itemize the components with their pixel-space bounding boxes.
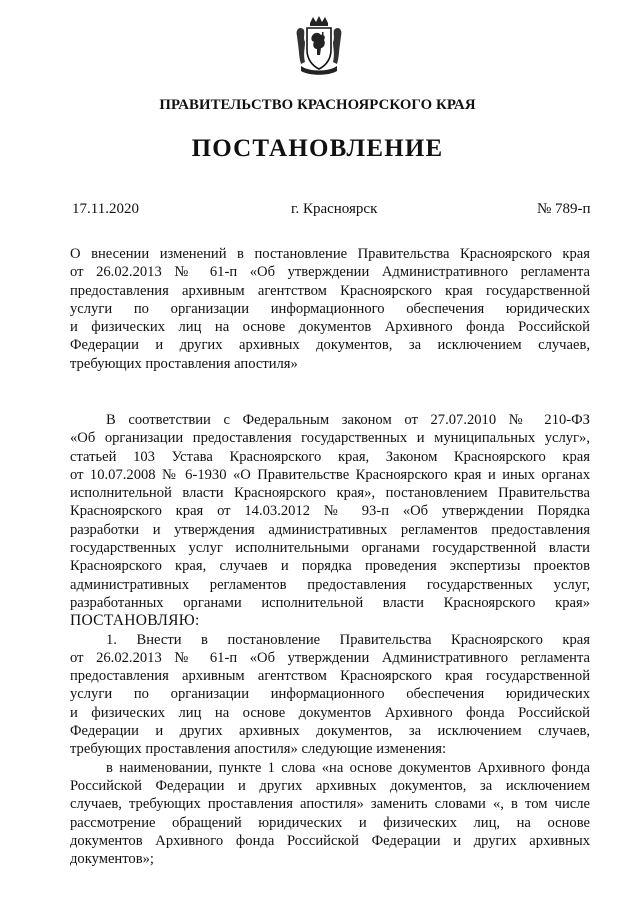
subject-line: от 26.02.2013 № 61-п «Об утверждении Административного регламента: [70, 264, 590, 281]
body-line: административных регламентов предоставления государственных услуг,: [70, 576, 590, 593]
body-line: документов Архивного фонда Российской Федерации и других архивных: [70, 832, 590, 849]
coat-of-arms-icon: [293, 14, 345, 78]
body-line: от 10.07.2008 № 6-1930 «О Правительстве Красноярского края и иных органах: [70, 466, 590, 483]
body-line: рассмотрение обращений юридических и физических лиц, на основе: [70, 814, 590, 831]
subject-line: и физических лиц на основе документов Архивного фонда Российской: [70, 319, 590, 336]
body-line: государственных услуг исполнительными органами государственной власти: [70, 540, 590, 557]
subject-line: предоставления архивным агентством Красноярского края государственной: [70, 282, 590, 299]
body-line: статьей 103 Устава Красноярского края, Законом Красноярского края: [70, 448, 590, 465]
body-line: случаев, требующих проставления апостиля» заменить словами «, в том числе: [70, 796, 590, 813]
body-line: от 26.02.2013 № 61-п «Об утверждении Административного регламента: [70, 649, 590, 666]
body-line: в наименовании, пункте 1 слова «на основе документов Архивного фонда: [106, 759, 590, 776]
body-line: услуги по организации информационного обеспечения юридических: [70, 686, 590, 703]
document-type-title: ПОСТАНОВЛЕНИЕ: [191, 135, 444, 162]
document-date: 17.11.2020: [72, 201, 139, 217]
body-line: Красноярского края от 14.03.2012 № 93-п «Об утверждении Порядка: [70, 503, 590, 520]
body-line: разработанных органами исполнительной власти Красноярского края»: [70, 594, 590, 611]
government-title: ПРАВИТЕЛЬСТВО КРАСНОЯРСКОГО КРАЯ: [159, 97, 476, 113]
body-line: Красноярского края, случаев и порядка проведения экспертизы проектов: [70, 558, 590, 575]
body-line: Федерации и других архивных документов, за исключением случаев,: [70, 723, 590, 740]
document-number: № 789-п: [537, 201, 591, 217]
subject-heading: [70, 245, 590, 373]
subject-line: требующих проставления апостиля»: [70, 355, 298, 372]
body-line: разработки и утверждения административных регламентов предоставления: [70, 521, 590, 538]
body-line: «Об организации предоставления государственных и муниципальных услуг»,: [70, 430, 590, 447]
body-line: 1. Внести в постановление Правительства Красноярского края: [106, 631, 590, 648]
body-line: исполнительной власти Красноярского края», постановлением Правительства: [70, 485, 590, 502]
body-line: В соответствии с Федеральным законом от 27.07.2010 № 210-ФЗ: [106, 412, 590, 428]
subject-line: Федерации и других архивных документов, за исключением случаев,: [70, 337, 590, 354]
document-city: г. Красноярск: [291, 201, 378, 217]
decree-word: ПОСТАНОВЛЯЮ:: [70, 612, 200, 630]
subject-line: услуги по организации информационного обеспечения юридических: [70, 300, 590, 317]
body-line: документов»;: [70, 851, 154, 868]
body-line: требующих проставления апостиля» следующие изменения:: [70, 741, 447, 758]
subject-line: О внесении изменений в постановление Правительства Красноярского края: [70, 246, 590, 262]
body-line: Российской Федерации и других архивных документов, за исключением: [70, 777, 590, 794]
body-line: и физических лиц на основе документов Архивного фонда Российской: [70, 704, 590, 721]
body-text: [70, 411, 590, 868]
body-line: предоставления архивным агентством Красноярского края государственной: [70, 668, 590, 685]
